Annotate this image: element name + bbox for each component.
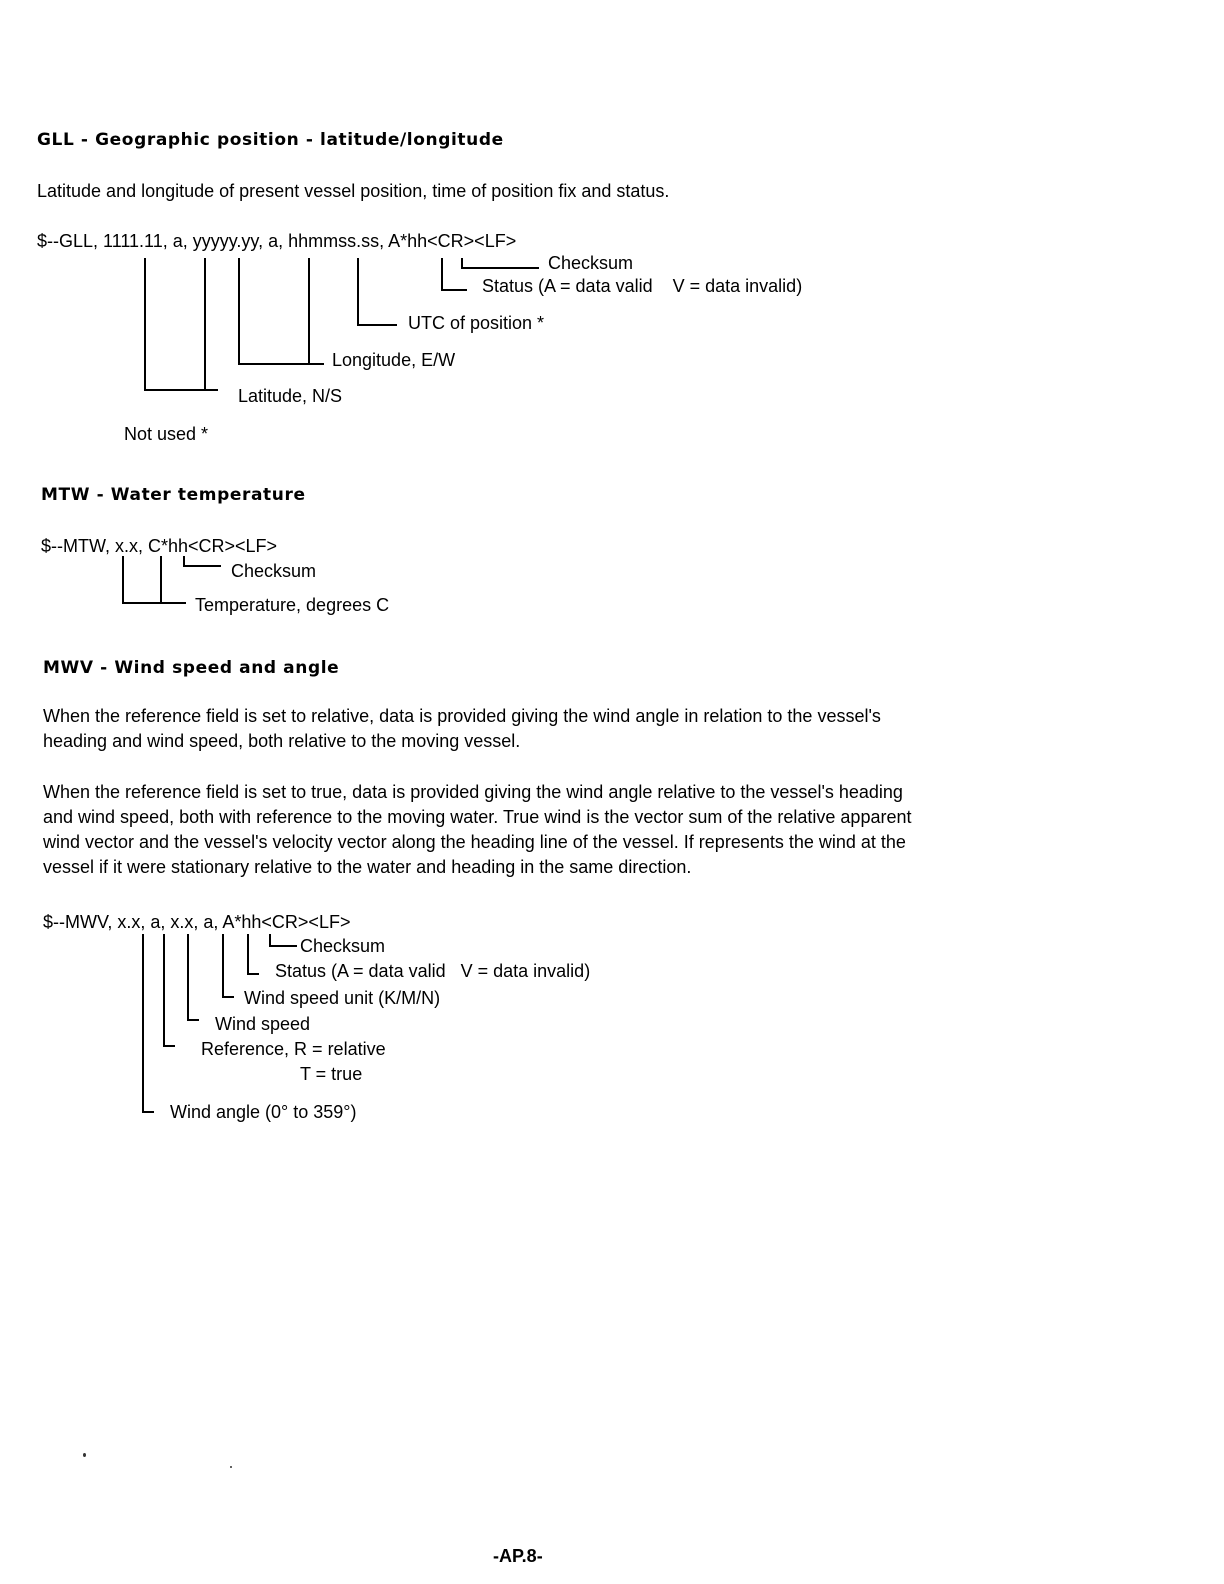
gll-checksum-label: Checksum — [548, 253, 634, 273]
mwv-paragraph-relative-line: When the reference field is set to relative, data is provided giving the wind angle in relation to the vessel's — [43, 706, 881, 726]
mwv-reference-label: Reference, R = relative — [201, 1039, 386, 1059]
scan-speck — [83, 1453, 86, 1457]
mwv-speed-label: Wind speed — [215, 1014, 311, 1034]
mtw-temperature-label: Temperature, degrees C — [195, 595, 390, 615]
gll-longitude-label: Longitude, E/W — [332, 350, 456, 370]
mwv-paragraph-true-line: and wind speed, both with reference to the moving water. True wind is the vector sum of the relative apparent — [43, 807, 912, 827]
mwv-sentence: $--MWV, x.x, a, x.x, a, A*hh<CR><LF> — [43, 912, 351, 932]
gll-sentence: $--GLL, 1111.11, a, yyyyy.yy, a, hhmmss.ss, A*hh<CR><LF> — [37, 231, 517, 251]
mwv-speed-unit-label: Wind speed unit (K/M/N) — [244, 988, 441, 1008]
mwv-paragraph-relative-line: heading and wind speed, both relative to the moving vessel. — [43, 731, 521, 751]
gll-status-label: Status (A = data valid V = data invalid) — [482, 276, 803, 296]
mwv-heading: MWV - Wind speed and angle — [43, 658, 340, 678]
gll-heading: GLL - Geographic position - latitude/longitude — [37, 130, 504, 150]
page-number: -AP.8- — [493, 1546, 543, 1566]
gll-description: Latitude and longitude of present vessel position, time of position fix and status. — [37, 181, 670, 201]
mwv-paragraph-true-line: wind vector and the vessel's velocity vector along the heading line of the vessel. If represents the wind at the — [43, 832, 906, 852]
mtw-heading: MTW - Water temperature — [41, 485, 306, 505]
mwv-paragraph-true-line: vessel if it were stationary relative to the water and heading in the same direction. — [43, 857, 692, 877]
mwv-checksum-label: Checksum — [300, 936, 386, 956]
gll-latitude-label: Latitude, N/S — [238, 386, 343, 406]
mwv-angle-label: Wind angle (0° to 359°) — [170, 1102, 357, 1122]
mwv-paragraph-relative — [43, 704, 1043, 754]
scan-speck — [230, 1466, 232, 1468]
mwv-status-label: Status (A = data valid V = data invalid) — [275, 961, 591, 981]
mtw-sentence: $--MTW, x.x, C*hh<CR><LF> — [41, 536, 278, 556]
gll-not-used-label: Not used * — [124, 424, 209, 444]
mwv-paragraph-true-line: When the reference field is set to true, data is provided giving the wind angle relative to the vessel's heading — [43, 782, 903, 802]
mwv-paragraph-true — [43, 780, 1043, 880]
mtw-checksum-label: Checksum — [231, 561, 317, 581]
mwv-reference-true-label: T = true — [300, 1064, 363, 1084]
gll-utc-label: UTC of position * — [408, 313, 545, 333]
